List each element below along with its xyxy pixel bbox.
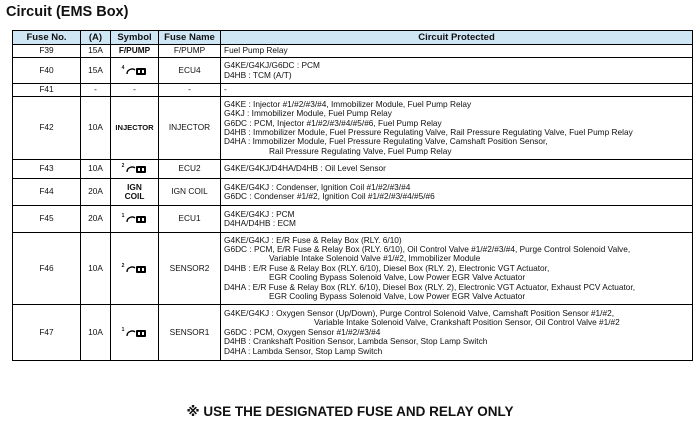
sensor-icon — [122, 328, 148, 338]
circuit-protected — [221, 206, 693, 233]
circuit-line: G6DC : PCM, E/R Fuse & Relay Box (RLY. 6/10), Oil Control Valve #1/#2/#3/#4, Purge Control Solenoid Valve, — [224, 243, 631, 254]
circuit-line: D4HA : Immobilizer Module, Fuel Pressure Regulating Valve, Camshaft Position Sensor, — [224, 136, 548, 147]
circuit-line: D4HA : E/R Fuse & Relay Box (RLY. 6/10), Diesel Box (RLY. 2), Electronic VGT Actuator, Exhaust PCV Actuator, — [224, 281, 636, 292]
column-header-circuit-protected: Circuit Protected — [221, 31, 693, 45]
fuse-amperage: 10A — [81, 305, 111, 361]
circuit-line: G6DC : PCM, Injector #1/#2/#3/#4/#5/#6, Fuel Pump Relay — [224, 117, 442, 128]
circuit-line: D4HB : Immobilizer Module, Fuel Pressure Regulating Valve, Rail Pressure Regulating Valve, Fuel Pump Relay — [224, 127, 633, 137]
fuse-symbol-text: INJECTOR — [111, 97, 159, 160]
circuit-protected — [221, 305, 693, 361]
fuse-amperage: 15A — [81, 45, 111, 58]
fuse-amperage: 20A — [81, 206, 111, 233]
circuit-protected — [221, 97, 693, 160]
table-header-row — [13, 31, 693, 45]
circuit-line: EGR Cooling Bypass Solenoid Valve, Low Power EGR Valve Actuator — [269, 272, 526, 283]
ecu-icon — [122, 214, 148, 224]
circuit-line: D4HA/D4HB : ECM — [224, 218, 296, 228]
circuit-protected — [221, 84, 693, 97]
table-row — [13, 206, 693, 233]
fuse-number: F44 — [13, 179, 81, 206]
column-header-fuse-name: Fuse Name — [159, 31, 221, 45]
fuse-number: F46 — [13, 233, 81, 305]
symbol-superscript: 2 — [121, 262, 125, 269]
symbol-superscript: 4 — [121, 64, 125, 71]
page-title: Circuit (EMS Box) — [6, 4, 129, 20]
table-row — [13, 58, 693, 84]
table-row — [13, 97, 693, 160]
circuit-line: - — [224, 84, 227, 95]
circuit-line: D4HB : Crankshaft Position Sensor, Lambda Sensor, Stop Lamp Switch — [224, 336, 488, 347]
column-header-symbol: Symbol — [111, 31, 159, 45]
table-row — [13, 305, 693, 361]
table-row — [13, 179, 693, 206]
circuit-line: Variable Intake Solenoid Valve, Crankshaft Position Sensor, Oil Control Valve #1/#2 — [314, 317, 620, 328]
fuse-amperage: 20A — [81, 179, 111, 206]
ecu-icon — [122, 66, 148, 76]
fuse-symbol — [111, 206, 159, 233]
fuse-symbol — [111, 160, 159, 179]
fuse-amperage: 15A — [81, 58, 111, 84]
column-header-fuse-no: Fuse No. — [13, 31, 81, 45]
fuse-number: F40 — [13, 58, 81, 84]
fuse-symbol-text: F/PUMP — [111, 45, 159, 58]
table-row — [13, 233, 693, 305]
circuit-line: G6DC : Condenser #1/#2, Ignition Coil #1/#2/#3/#4/#5/#6 — [224, 191, 435, 201]
circuit-line: Fuel Pump Relay — [224, 45, 288, 56]
fuse-number: F47 — [13, 305, 81, 361]
fuse-name: ECU4 — [159, 58, 221, 84]
fuse-name: INJECTOR — [159, 97, 221, 160]
fuse-name: IGN COIL — [159, 179, 221, 206]
symbol-line: COIL — [124, 191, 145, 201]
fuse-name: ECU2 — [159, 160, 221, 179]
fuse-name: ECU1 — [159, 206, 221, 233]
fuse-symbol — [111, 305, 159, 361]
circuit-protected — [221, 45, 693, 58]
table-row — [13, 84, 693, 97]
table-row — [13, 160, 693, 179]
fuse-name: F/PUMP — [159, 45, 221, 58]
circuit-line: EGR Cooling Bypass Solenoid Valve, Low Power EGR Valve Actuator — [269, 291, 526, 302]
column-header-amps: (A) — [81, 31, 111, 45]
circuit-line: G4KE/G4KJ : Oxygen Sensor (Up/Down), Purge Control Solenoid Valve, Camshaft Position Sensor #1/#2, — [224, 307, 614, 318]
symbol-superscript: 1 — [121, 326, 125, 333]
fuse-symbol — [111, 58, 159, 84]
fuse-table — [12, 30, 693, 361]
fuse-amperage: 10A — [81, 233, 111, 305]
circuit-protected — [221, 233, 693, 305]
circuit-protected — [221, 179, 693, 206]
circuit-line: Rail Pressure Regulating Valve, Fuel Pump Relay — [269, 145, 452, 156]
circuit-line: G6DC : PCM, Oxygen Sensor #1/#2/#3/#4 — [224, 326, 381, 337]
fuse-name: SENSOR1 — [159, 305, 221, 361]
fuse-name: - — [159, 84, 221, 97]
symbol-superscript: 2 — [121, 163, 125, 169]
circuit-line: G4KE/G4KJ/D4HA/D4HB : Oil Level Sensor — [224, 163, 386, 174]
circuit-line: G4KE/G4KJ : PCM — [224, 208, 295, 219]
symbol-line: IGN — [127, 181, 142, 192]
fuse-symbol-text: - — [111, 84, 159, 97]
circuit-line: Variable Intake Solenoid Valve #1/#2, Immobilizer Module — [269, 253, 481, 264]
fuse-number: F41 — [13, 84, 81, 97]
fuse-amperage: - — [81, 84, 111, 97]
circuit-protected — [221, 160, 693, 179]
circuit-line: D4HB : E/R Fuse & Relay Box (RLY. 6/10), Diesel Box (RLY. 2), Electronic VGT Actuator, — [224, 262, 550, 273]
fuse-amperage: 10A — [81, 160, 111, 179]
fuse-number: F39 — [13, 45, 81, 58]
fuse-symbol — [111, 233, 159, 305]
table-row — [13, 45, 693, 58]
sensor-icon — [122, 264, 148, 274]
circuit-protected — [221, 58, 693, 84]
fuse-number: F45 — [13, 206, 81, 233]
circuit-line: G4KJ : Immobilizer Module, Fuel Pump Relay — [224, 108, 392, 119]
fuse-symbol-text — [111, 179, 159, 206]
fuse-number: F42 — [13, 97, 81, 160]
fuse-name: SENSOR2 — [159, 233, 221, 305]
circuit-line: G4KE/G4KJ : Condenser, Ignition Coil #1/#2/#3/#4 — [224, 181, 411, 192]
fuse-amperage: 10A — [81, 97, 111, 160]
circuit-line: G4KE/G4KJ/G6DC : PCM — [224, 60, 320, 71]
circuit-line: G4KE : Injector #1/#2/#3/#4, Immobilizer Module, Fuel Pump Relay — [224, 98, 472, 109]
fuse-number: F43 — [13, 160, 81, 179]
ecu-icon — [122, 164, 148, 174]
symbol-superscript: 1 — [121, 213, 125, 219]
circuit-line: G4KE/G4KJ : E/R Fuse & Relay Box (RLY. 6/10) — [224, 234, 402, 245]
footer-note: ※ USE THE DESIGNATED FUSE AND RELAY ONLY — [186, 404, 514, 419]
circuit-line: D4HA : Lambda Sensor, Stop Lamp Switch — [224, 345, 383, 356]
circuit-line: D4HB : TCM (A/T) — [224, 69, 292, 80]
